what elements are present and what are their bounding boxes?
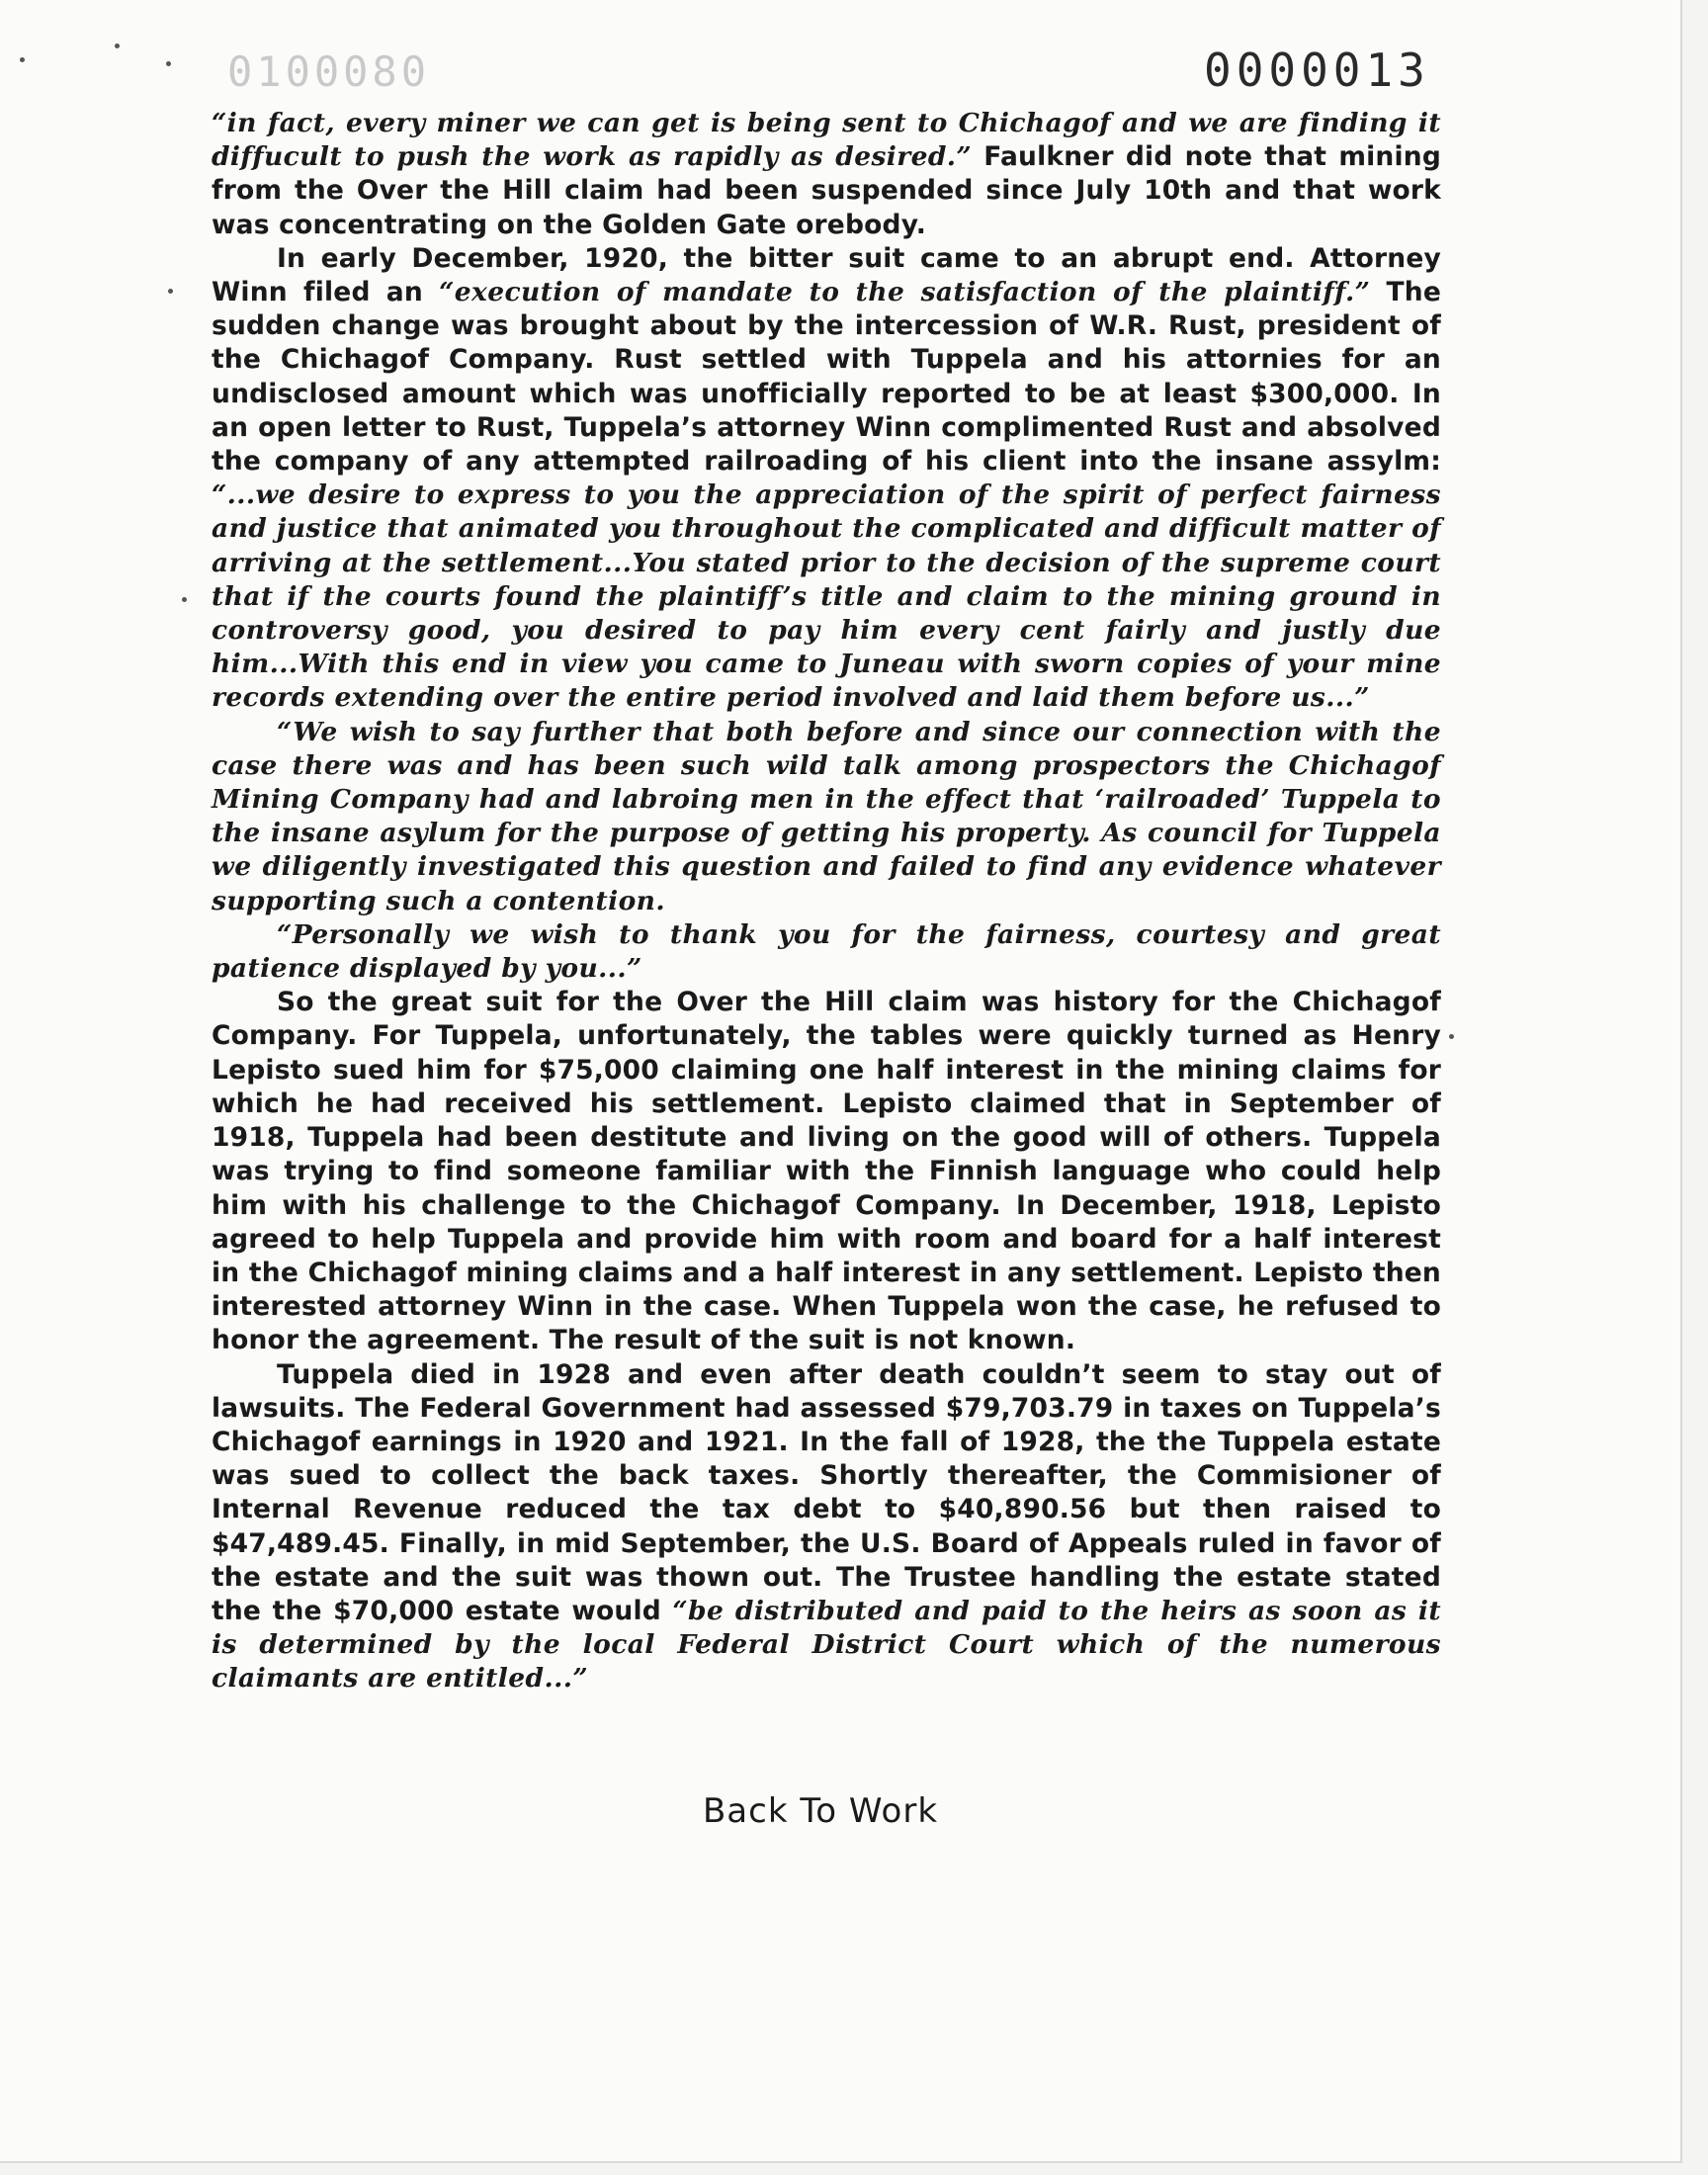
text-run: So the great suit for the Over the Hill claim was history for the Chichagof Company. For Tuppela, unfortunately, the tables were quickly turned as Henry Lepisto sued him for $75,000 claiming one half interest in the mining claims for which he had received his settlement. Lepisto claimed that in September of 1918, Tuppela had been destitute and living on the good will of others. Tuppela was trying to find someone familiar with the Finnish language who could help him with his challenge to the Chichagof Company. In December, 1918, Lepisto agreed to help Tuppela and provide him with room and board for a half interest in the Chichagof mining claims and a half interest in any settlement. Lepisto then interested attorney Winn in the case. When Tuppela won the case, he refused to honor the agreement. The result of the suit is not known.: [212, 987, 1441, 1356]
scan-speck: [115, 44, 120, 48]
scan-speck: [166, 61, 171, 66]
quoted-passage: “in fact, every miner we can get is being sent to Chichagof and we are finding it diffucult to push the work as rapidly as desired.”: [212, 108, 1441, 173]
text-run: In early December, 1920, the bitter suit came to an abrupt end. Attorney Winn filed an: [212, 242, 1441, 308]
paragraph: [212, 716, 1441, 918]
section-heading: Back To Work: [702, 1791, 939, 1831]
text-run: Tuppela died in 1928 and even after death couldn’t seem to stay out of lawsuits. The Federal Government had assessed $79,703.79 in taxes on Tuppela’s Chichagof earnings in 1920 and 1921. In the fall of 1928, the the Tuppela estate was sued to collect the back taxes. Shortly thereafter, the Commisioner of Internal Revenue reduced the tax debt to $40,890.56 but then raised to $47,489.45. Finally, in mid September, the U.S. Board of Appeals ruled in favor of the estate and the suit was thown out. The Trustee handling the estate stated the the $70,000 estate would: [212, 1358, 1441, 1626]
faint-page-stamp: 0100080: [227, 47, 431, 96]
quoted-passage: “be distributed and paid to the heirs as soon as it is determined by the local Federal District Court which of the numerous claimants are entitled...”: [212, 1595, 1441, 1695]
quoted-passage: “execution of mandate to the satisfaction of the plaintiff.”: [439, 277, 1371, 308]
quoted-passage: “Personally we wish to thank you for the fairness, courtesy and great patience displayed by you...”: [212, 918, 1441, 985]
paragraph: [212, 918, 1441, 986]
paragraph: [212, 1358, 1441, 1696]
body-text: [212, 107, 1441, 1696]
scan-speck: [20, 57, 25, 62]
document-number: 0000013: [1204, 44, 1430, 97]
text-run: Faulkner did note that mining from the Over the Hill claim had been suspended since July 10th and that work was concentrating on the Golden Gate orebody.: [212, 141, 1441, 240]
paragraph: [212, 242, 1441, 716]
scan-speck: [182, 597, 187, 602]
paragraph: [212, 107, 1441, 242]
paragraph: [212, 986, 1441, 1357]
quoted-passage: “We wish to say further that both before and since our connection with the case there was and has been such wild talk among prospectors the Chichagof Mining Company had and labroing men in the effect that ‘railroaded’ Tuppela to the insane asylum for the purpose of getting his property. As council for Tuppela we diligently investigated this question and failed to find any evidence whatever supporting such a contention.: [212, 716, 1441, 916]
scan-speck: [1449, 1034, 1454, 1039]
quoted-passage: “...we desire to express to you the appreciation of the spirit of perfect fairness and justice that animated you throughout the complicated and difficult matter of arriving at the settlement...You stated prior to the decision of the supreme court that if the courts found the plaintiff’s title and claim to the mining ground in controversy good, you desired to pay him every cent fairly and justly due him...With this end in view you came to Juneau with sworn copies of your mine records extending over the entire period involved and laid them before us...”: [212, 479, 1441, 714]
scan-speck: [168, 289, 173, 294]
text-run: The sudden change was brought about by the intercession of W.R. Rust, president of the Chichagof Company. Rust settled with Tuppela and his attornies for an undisclosed amount which was unofficially reported to be at least $300,000. In an open letter to Rust, Tuppela’s attorney Winn complimented Rust and absolved the company of any attempted railroading of his client into the insane assylm:: [212, 277, 1441, 478]
